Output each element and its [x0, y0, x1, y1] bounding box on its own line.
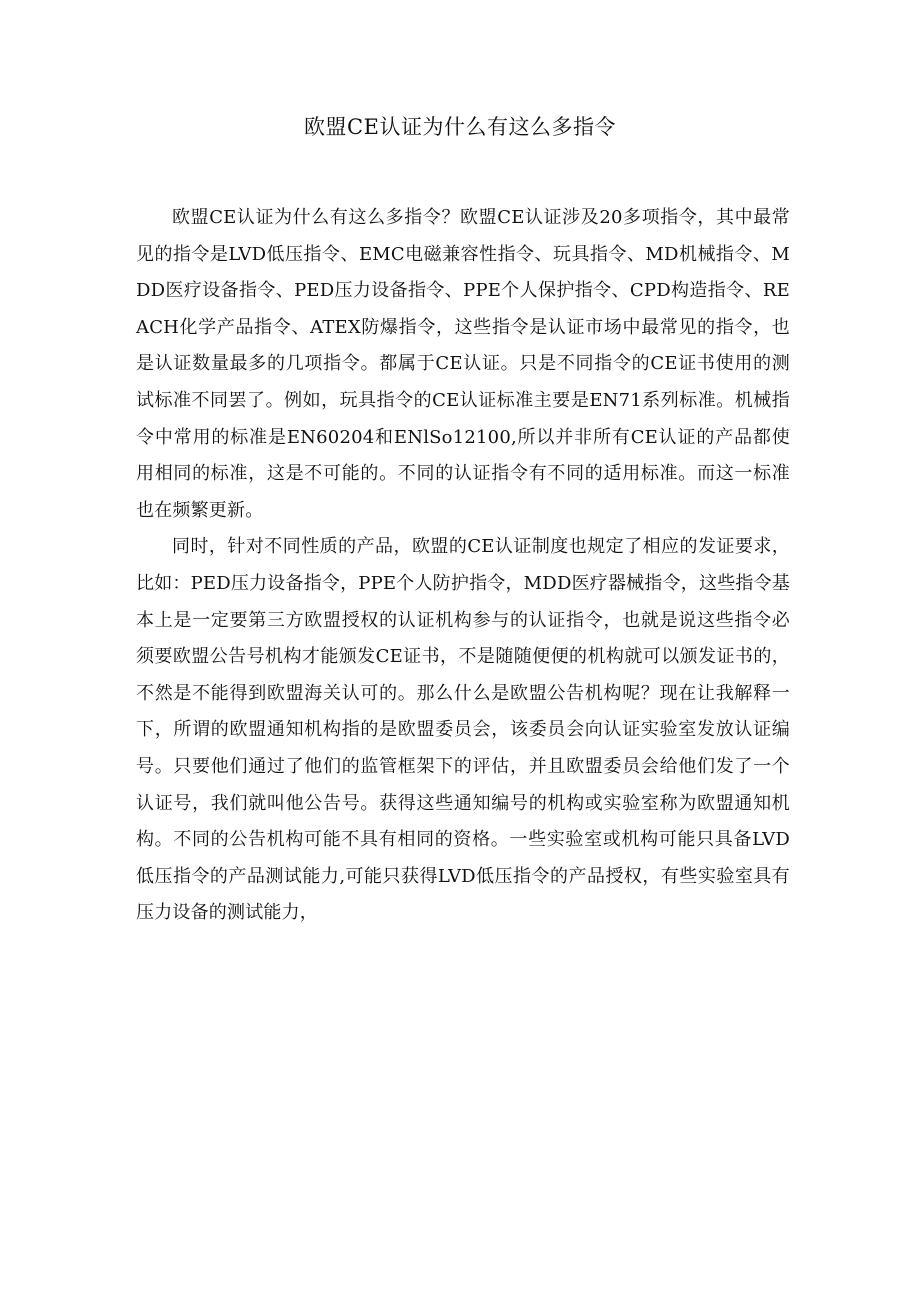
paragraph-2: 同时，针对不同性质的产品，欧盟的CE认证制度也规定了相应的发证要求，比如：PED压力设备指令，PPE个人防护指令，MDD医疗器械指令，这些指令基本上是一定要第三方欧盟授权的认证机构参与的认证指令，也就是说这些指令必须要欧盟公告号机构才能颁发CE证书，不是随随便便的机构就可以颁发证书的，不然是不能得到欧盟海关认可的。那么什么是欧盟公告机构呢？现在让我解释一下，所谓的欧盟通知机构指的是欧盟委员会，该委员会向认证实验室发放认证编号。只要他们通过了他们的监管框架下的评估，并且欧盟委员会给他们发了一个认证号，我们就叫他公告号。获得这些通知编号的机构或实验室称为欧盟通知机构。不同的公告机构可能不具有相同的资格。一些实验室或机构可能只具备LVD低压指令的产品测试能力,可能只获得LVD低压指令的产品授权，有些实验室具有压力设备的测试能力，	[136, 536, 790, 924]
page-title: 欧盟CE认证为什么有这么多指令	[304, 115, 616, 139]
document-body	[136, 200, 790, 932]
paragraph-1: 欧盟CE认证为什么有这么多指令？欧盟CE认证涉及20多项指令，其中最常见的指令是LVD低压指令、EMC电磁兼容性指令、玩具指令、MD机械指令、MDD医疗设备指令、PED压力设备指令、PPE个人保护指令、CPD构造指令、REACH化学产品指令、ATEX防爆指令，这些指令是认证市场中最常见的指令，也是认证数量最多的几项指令。都属于CE认证。只是不同指令的CE证书使用的测试标准不同罢了。例如，玩具指令的CE认证标准主要是EN71系列标准。机械指令中常用的标准是EN60204和ENlSo12100,所以并非所有CE认证的产品都使用相同的标准，这是不可能的。不同的认证指令有不同的适用标准。而这一标准也在频繁更新。	[136, 207, 790, 521]
